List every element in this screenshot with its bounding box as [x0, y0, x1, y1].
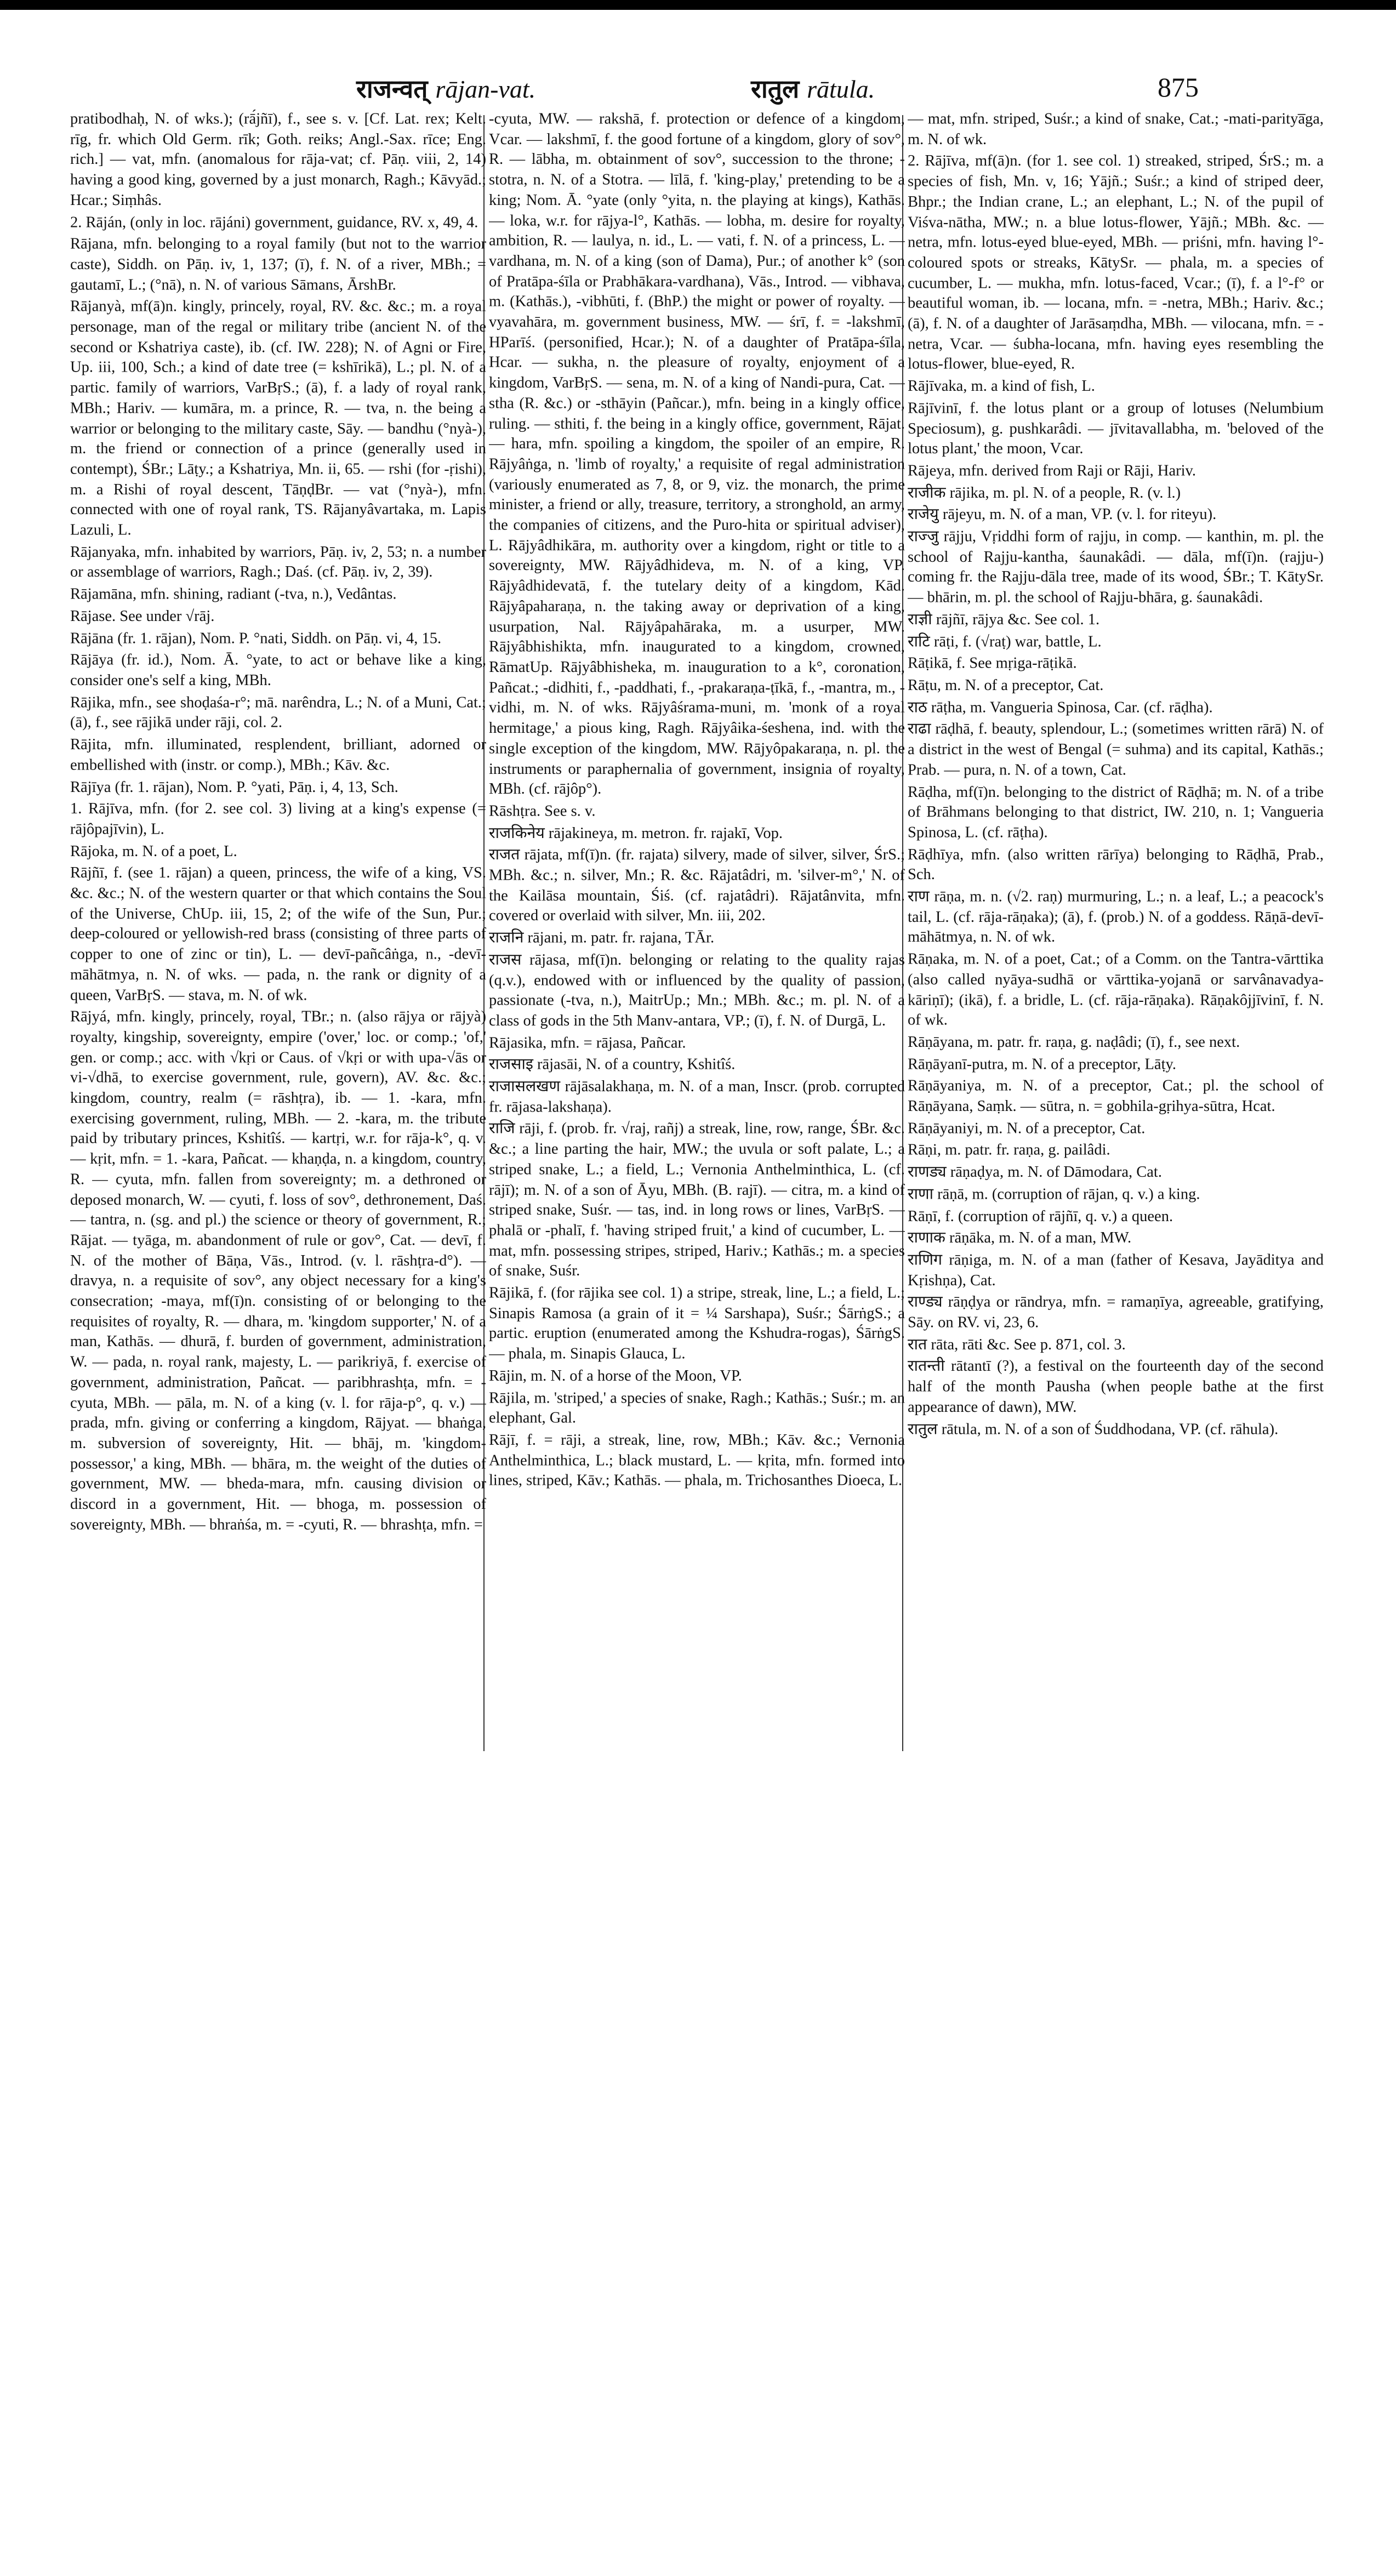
- dictionary-entry: राज्जु rājju, Vṛiddhi form of rajju, in comp. — kanthin, m. pl. the school of Rajju-kantha, śaunakâdi. — dāla, mf(ī)n. (rajju-) coming fr. the Rajju-dāla tree, made of its wood, ŚBr.; T. KātySr. — bhārin, m. pl. the school of Rajju-bhāra, g. śaunakâdi.: [908, 528, 1324, 607]
- dictionary-entry: Rājīvinī, f. the lotus plant or a group of lotuses (Nelumbium Speciosum), g. pushkarâdi. — jīvitavallabha, m. 'beloved of the lotus plant,' the moon, Vcar.: [908, 400, 1324, 458]
- dictionary-entry: 1. Rājīva, mfn. (for 2. see col. 3) living at a king's expense (= rājôpajīvin), L.: [70, 800, 486, 838]
- dictionary-entry: Rājikā, f. (for rājika see col. 1) a stripe, streak, line, L.; a field, L.; Sinapis Ramosa (a grain of it = ¼ Sarshapa), Suśr.; ŚārṅgS.; a partic. eruption (enumerated among the Kshudra-rogas), ŚārṅgS. — phala, m. Sinapis Glauca, L.: [489, 1284, 905, 1363]
- top-border: [0, 0, 1396, 10]
- dictionary-entry: राढा rāḍhā, f. beauty, splendour, L.; (sometimes written rārā) N. of a district in the west of Bengal (= suhma) and its capital, Kathās.; Prab. — pura, n. N. of a town, Cat.: [908, 721, 1324, 779]
- header-mid-translit: rātula.: [807, 75, 875, 103]
- dictionary-entry: Rāṇāyaniyi, m. N. of a preceptor, Cat.: [908, 1120, 1146, 1137]
- dictionary-entry: Rājāya (fr. id.), Nom. Ā. °yate, to act or behave like a king, consider one's self a king, MBh.: [70, 651, 486, 689]
- dictionary-entry: राठ rāṭha, m. Vangueria Spinosa, Car. (cf. rāḍha).: [908, 699, 1213, 716]
- dictionary-entry: 2. Rājīva, mf(ā)n. (for 1. see col. 1) streaked, striped, ŚrS.; m. a species of fish, Mn. v, 16; Yājñ.; Suśr.; a kind of striped deer, Bhpr.; the Indian crane, L.; an elephant, L.; N. of the pupil of Viśva-nātha, MW.; n. a blue lotus-flower, Yājñ.; MBh. &c. — netra, mfn. lotus-eyed blue-eyed, MBh. — priśni, mfn. having l°-coloured spots or streaks, KātySr. — phala, m. a species of cucumber, L. — mukha, mfn. lotus-faced, Vcar.; (ī), f. a l°-f° or beautiful woman, ib. — locana, mfn. = -netra, MBh.; Hariv. &c.; (ā), f. N. of a daughter of Jarāsaṃdha, MBh. — vilocana, mfn. = -netra, Vcar. — śubha-locana, mfn. having eyes resembling the lotus-flower, blue-eyed, R.: [908, 152, 1324, 373]
- dictionary-entry: Rājīvaka, m. a kind of fish, L.: [908, 378, 1095, 395]
- dictionary-entry: राणिग rāṇiga, m. N. of a man (father of Kesava, Jayāditya and Kṛishṇa), Cat.: [908, 1251, 1324, 1290]
- dictionary-entry: Rāṇaka, m. N. of a poet, Cat.; of a Comm. on the Tantra-vārttika (also called nyāya-sudhā or vārttika-yojanā or sarvânavadya-kāriṇī); (ikā), f. a bridle, L. (cf. rāja-rāṇaka). Rāṇakôjjīvinī, f. N. of wk.: [908, 950, 1324, 1029]
- dictionary-entry: Rājamāna, mfn. shining, radiant (-tva, n.), Vedântas.: [70, 585, 397, 603]
- dictionary-entry: Rājeya, mfn. derived from Raji or Rāji, Hariv.: [908, 462, 1196, 480]
- page-header: [0, 60, 1396, 104]
- dictionary-entry: Rājī, f. = rāji, a streak, line, row, MBh.; Kāv. &c.; Vernonia Anthelminthica, L.; black mustard, L. — kṛita, mfn. formed into lines, striped, Kāv.; Kathās. — phala, m. Trichosanthes Dioeca, L.: [489, 1432, 905, 1490]
- dictionary-entry: Rājoka, m. N. of a poet, L.: [70, 842, 237, 860]
- dictionary-entry: राजस rājasa, mf(ī)n. belonging or relating to the quality rajas (q.v.), endowed with or influenced by the quality of passion, passionate (-tva, n.), MaitrUp.; Mn.; MBh. &c.; m. pl. N. of a class of gods in the 5th Manv-antara, VP.; (ī), f. N. of Durgā, L.: [489, 951, 905, 1030]
- dictionary-entry: — mat, mfn. striped, Suśr.; a kind of snake, Cat.; -mati-paritya̅ga, m. N. of wk.: [908, 110, 1324, 149]
- dictionary-entry: राजीक rājika, m. pl. N. of a people, R. (v. l.): [908, 484, 1181, 501]
- header-mid-devanagari: रातुल: [751, 74, 800, 104]
- dictionary-entry: राटि rāṭi, f. (√raṭ) war, battle, L.: [908, 632, 1102, 651]
- dictionary-entry: Rājita, mfn. illuminated, resplendent, brilliant, adorned or embellished with (instr. or comp.), MBh.; Kāv. &c.: [70, 736, 486, 774]
- header-left-translit: rājan-vat.: [435, 75, 536, 103]
- dictionary-entry: राज्ञी rājñī, rājya &c. See col. 1.: [908, 611, 1100, 629]
- dictionary-entry: Rājasika, mfn. = rājasa, Pañcar.: [489, 1034, 686, 1052]
- dictionary-entry: राण rāṇa, m. n. (√2. raṇ) murmuring, L.; n. a leaf, L.; a peacock's tail, L. (cf. rāja-rāṇaka); (ā), f. (prob.) N. of a goddess. Rāṇā-devī-māhātmya, n. N. of wk.: [908, 888, 1324, 947]
- dictionary-entry: Rāṭu, m. N. of a preceptor, Cat.: [908, 676, 1104, 694]
- dictionary-entry: Rājana, mfn. belonging to a royal family (but not to the warrior caste), Siddh. on Pāṇ. iv, 1, 137; (ī), f. N. of a river, MBh.; = gautamī, L.; (°nā), n. N. of various Sāmans, ĀrshBr.: [70, 235, 486, 294]
- dictionary-entry: राजकिनेय rājakineya, m. metron. fr. rajakī, Vop.: [489, 824, 783, 842]
- dictionary-entry: Rājila, m. 'striped,' a species of snake, Ragh.; Kathās.; Suśr.; m. an elephant, Gal.: [489, 1389, 905, 1427]
- dictionary-entry: Rāḍhīya, mfn. (also written rārīya) belonging to Rāḍhā, Prab., Sch.: [908, 846, 1324, 884]
- dictionary-entry: राणा rāṇā, m. (corruption of rājan, q. v.) a king.: [908, 1186, 1200, 1203]
- dictionary-entry: Rāṇāyaniya, m. N. of a preceptor, Cat.; pl. the school of Rāṇāyana, Saṃk. — sūtra, n. = gobhila-gṛihya-sūtra, Hcat.: [908, 1078, 1324, 1115]
- dictionary-entry: Rāṇi, m. patr. fr. raṇa, g. pailâdi.: [908, 1142, 1110, 1159]
- dictionary-entry: राणड्य rāṇaḍya, m. N. of Dāmodara, Cat.: [908, 1164, 1162, 1181]
- dictionary-entry: pratibodhaḥ, N. of wks.); (rā́jñī), f., see s. v. [Cf. Lat. rex; Kelt. rīg, fr. which Old Germ. rīk; Goth. reiks; Angl.-Sax. rīce; Eng. rich.] — vat, mfn. (anomalous for rāja-vat; cf. Pāṇ. viii, 2, 14) having a good king, governed by a just monarch, Ragh.; Kāvyād.; Hcar.; Siṃhâs.: [70, 110, 486, 209]
- dictionary-entry: -cyuta, MW. — rakshā, f. protection or defence of a kingdom, Vcar. — lakshmī, f. the good fortune of a kingdom, glory of sov°, R. — lābha, m. obtainment of sov°, succession to the throne; -stotra, n. N. of a Stotra. — līlā, f. 'king-play,' pretending to be a king; Nom. Ā. °yate (only °yita, n. the playing at kings), Kathās. — loka, w.r. for rājya-l°, Kathās. — lobha, m. desire for royalty, ambition, R. — laulya, n. id., L. — vati, f. N. of a princess, L. — vardhana, m. N. of a king (son of Dama), Pur.; of another k° (son of Pratāpa-śīla or Prabhākara-vardhana), Vās., Introd. — vibhava, m. (Kathās.), -vibhūti, f. (BhP.) the might or power of royalty. — vyavahāra, m. government business, MW. — śrī, f. = -lakshmī, HParīś. (personified, Hcar.); N. of a daughter of Pratāpa-śīla, Hcar. — sukha, n. the pleasure of royalty, enjoyment of a kingdom, VarBṛS. — sena, m. N. of a king of Nandi-pura, Cat. — stha (R. &c.) or -sthāyin (Pañcar.), mfn. being in a kingly office, ruling. — sthiti, f. the being in a kingly office, government, Rājat. — hara, mfn. spoiling a kingdom, the spoiler of an empire, R. Rājyâṅga, n. 'limb of royalty,' a requisite of regal administration (variously enumerated as 7, 8, or 9, viz. the monarch, the prime minister, a friend or ally, treasure, territory, a stronghold, an army, the companies of citizens, and the Puro-hita or spiritual adviser), L. Rājyâdhikāra, m. authority over a kingdom, right or title to a sovereignty, MW. Rājyâdhideva, m. N. of a king, VP. Rājyâdhidevatā, f. the tutelary deity of a kingdom, Kād. Rājyâpaharaṇa, n. the taking away or deprivation of a king, usurpation, Nal. Rājyâpahāraka, m. a usurper, MW. Rājyâbhishikta, mfn. inaugurated to a kingdom, crowned, RāmatUp. Rājyâbhisheka, m. inauguration to a k°, coronation, Pañcat.; -didhiti, f., -paddhati, f., -prakaraṇa-ṭīkā, f., -mantra, m., -vidhi, m. N. of wks. Rājyâśrama-muni, m. 'monk of a royal hermitage,' a pious king, Ragh. Rājyâika-śeshena, ind. with the single exception of the kingdom, MW. Rājyôpakaraṇa, n. pl. the instruments or paraphernalia of government, insignia of royalty, MBh. (cf. rājôp°).: [489, 110, 905, 798]
- column-3: [908, 110, 1324, 2576]
- column-1: [70, 110, 486, 2576]
- dictionary-entry: Rājika, mfn., see shoḍaśa-r°; mā. narêndra, L.; N. of a Muni, Cat.; (ā), f., see rājikā under rāji, col. 2.: [70, 694, 486, 732]
- dictionary-entry: Rājanyà, mf(ā)n. kingly, princely, royal, RV. &c. &c.; m. a royal personage, man of the regal or military tribe (ancient N. of the second or Kshatriya caste), ib. (cf. IW. 228); N. of Agni or Fire, Up. iii, 100, Sch.; a kind of date tree (= kshīrikā), L.; pl. N. of a partic. family of warriors, VarBṛS.; (ā), f. a lady of royal rank, MBh.; Hariv. — kumāra, m. a prince, R. — tva, n. the being a warrior or belonging to the military caste, Sāy. — bandhu (°nyà-), m. the friend or connection of a prince (generally used in contempt), ŚBr.; Lāṭy.; a Kshatriya, Mn. ii, 65. — rshi (for -ṛishi), m. a Rishi of royal descent, TāṇḍBr. — vat (°nyà-), mfn. connected with one of royal rank, TS. Rājanyâvartaka, m. Lapis Lazuli, L.: [70, 298, 486, 539]
- dictionary-entry: राण्ड्य rāṇḍya or rāndrya, mfn. = ramaṇīya, agreeable, gratifying, Sāy. on RV. vi, 23, 6.: [908, 1293, 1324, 1332]
- dictionary-entry: Rājñī, f. (see 1. rājan) a queen, princess, the wife of a king, VS. &c. &c.; N. of the western quarter or that which contains the Soul of the Universe, ChUp. iii, 15, 2; of the wife of the Sun, Pur.; deep-coloured or yellowish-red brass (consisting of three parts of copper to one of zinc or tin), L. — devī-pañcâṅga, n., -devī-māhātmya, n. N. of wks. — pada, n. the rank or dignity of a queen, VarBṛS. — stava, m. N. of wk.: [70, 864, 486, 1004]
- dictionary-entry: Rājin, m. N. of a horse of the Moon, VP.: [489, 1367, 742, 1385]
- dictionary-entry: राजसाइ rājasāi, N. of a country, Kshitîś.: [489, 1056, 736, 1074]
- dictionary-entry: Rājanyaka, mfn. inhabited by warriors, Pāṇ. iv, 2, 53; n. a number or assemblage of warriors, Ragh.; Daś. (cf. Pāṇ. iv, 2, 39).: [70, 543, 486, 582]
- dictionary-entry: Rājīya (fr. 1. rājan), Nom. P. °yati, Pāṇ. i, 4, 13, Sch.: [70, 778, 398, 796]
- header-left-devanagari: राजन्वत्: [356, 74, 428, 104]
- dictionary-entry: Rāṇī, f. (corruption of rājñī, q. v.) a queen.: [908, 1207, 1173, 1225]
- dictionary-entry: रातुल rātula, m. N. of a son of Śuddhodana, VP. (cf. rāhula).: [908, 1420, 1279, 1438]
- dictionary-entry: राजेयु rājeyu, m. N. of a man, VP. (v. l. for riteyu).: [908, 506, 1217, 524]
- dictionary-entry: 2. Rāján, (only in loc. rājáni) government, guidance, RV. x, 49, 4.: [70, 213, 478, 231]
- dictionary-entry: Rājyá, mfn. kingly, princely, royal, TBr.; n. (also rājya or rājyà) royalty, kingship, sovereignty, empire ('over,' loc. or comp.; 'of,' gen. or comp.; acc. with √kṛi or Caus. of √kṛi or with upa-√ās or vi-√dhā, to exercise government, rule, govern), AV. &c. &c.; kingdom, country, realm (= rāshṭra), ib. — 1. -kara, mfn. exercising government, ruling, MBh. — 2. -kara, m. the tribute paid by tributary princes, Kshitîś. — kartṛi, w.r. for rāja-k°, q. v. — kṛit, mfn. = 1. -kara, Pañcat. — khaṇḍa, n. a kingdom, country, R. — cyuta, mfn. fallen from sovereignty; m. a dethroned or deposed monarch, W. — cyuti, f. loss of sov°, dethronement, Daś. — tantra, n. (sg. and pl.) the science or theory of government, R.; Rājat. — tyāga, m. abandonment of rule or gov°, Cat. — devī, f. N. of the mother of Bāṇa, Vās., Introd. (v. l. rāshṭra-d°). — dravya, n. a requisite of sov°, any object necessary for a king's consecration; -maya, mf(ī)n. consisting of or belonging to the requisites of royalty, R. — dhara, m. 'kingdom supporter,' N. of a man, Kathās. — dhurā, f. burden of government, administration, W. — pada, n. royal rank, majesty, L. — parikriyā, f. exercise of government, administration, Pañcat. — paribhrashṭa, mfn. = -cyuta, MBh. — pāla, m. N. of a king (v. l. for rāja-p°, q. v.) — prada, mfn. giving or conferring a kingdom, Rājyat. — bhaṅga, m. subversion of sovereignty, Hit. — bhāj, m. 'kingdom-possessor,' a king, MBh. — bhāra, m. the weight of the duties of government, MW. — bheda-mara, mfn. causing division or discord in a government, Hit. — bhoga, m. possession of sovereignty, MBh. — bhraṅśa, m. = -cyuti, R. — bhrashṭa, mfn. =: [70, 1008, 486, 1534]
- dictionary-entry: राजत rājata, mf(ī)n. (fr. rajata) silvery, made of silver, silver, ŚrS.; MBh. &c.; n. silver, Mn.; R. &c. Rājatâdri, m. 'silver-m°,' N. of the Kailāsa mountain, Śiś. (cf. rajatâdri). Rājatânvita, mfn. covered or overlaid with silver, Mn. iii, 202.: [489, 846, 905, 925]
- dictionary-entry: Rāḍha, mf(ī)n. belonging to the district of Rāḍhā; m. N. of a tribe of Brāhmans belonging to that district, IW. 210, n. 1; Vangueria Spinosa, L. (cf. rāṭha).: [908, 783, 1324, 841]
- dictionary-entry: राजनि rājani, m. patr. fr. rajana, TĀr.: [489, 929, 715, 947]
- dictionary-entry: Rāṇāyanī-putra, m. N. of a preceptor, Lāṭy.: [908, 1055, 1177, 1073]
- header-right-guideword: [751, 71, 875, 105]
- dictionary-entry: Rāshṭra. See s. v.: [489, 802, 596, 820]
- dictionary-entry: राजासलखण rājāsalakhaṇa, m. N. of a man, Inscr. (prob. corrupted fr. rājasa-lakshaṇa).: [489, 1078, 905, 1116]
- header-left-guideword: [356, 71, 535, 105]
- dictionary-entry: Rājāna (fr. 1. rājan), Nom. P. °nati, Siddh. on Pāṇ. vi, 4, 15.: [70, 629, 442, 647]
- dictionary-entry: राजि rāji, f. (prob. fr. √raj, rañj) a streak, line, row, range, ŚBr. &c. &c.; a line parting the hair, MW.; the uvula or soft palate, L.; a striped snake, L.; a field, L.; Vernonia Anthelminthica, L. (cf. rājī); m. N. of a son of Āyu, MBh. (B. rajī). — citra, m. a kind of striped snake, Suśr. — tas, ind. in long rows or lines, VarBṛS. — phalā or -phalī, f. 'having striped fruit,' a kind of cucumber, L. — mat, mfn. possessing stripes, striped, Hariv.; Kathās.; m. a species of snake, Suśr.: [489, 1120, 905, 1280]
- column-2: [489, 110, 905, 2576]
- dictionary-entry: Rājase. See under √rāj.: [70, 607, 215, 625]
- dictionary-entry: राणाक rāṇāka, m. N. of a man, MW.: [908, 1229, 1132, 1247]
- page-number: 875: [1158, 72, 1199, 102]
- dictionary-entry: रात rāta, rāti &c. See p. 871, col. 3.: [908, 1336, 1126, 1354]
- dictionary-entry: Rāṇāyana, m. patr. fr. raṇa, g. naḍâdi; (ī), f., see next.: [908, 1033, 1240, 1051]
- dictionary-entry: Rāṭikā, f. See mṛiga-rāṭikā.: [908, 654, 1077, 673]
- dictionary-entry: रातन्ती rātantī (?), a festival on the fourteenth day of the second half of the month Pausha (when people bathe at the first appearance of dawn), MW.: [908, 1358, 1324, 1416]
